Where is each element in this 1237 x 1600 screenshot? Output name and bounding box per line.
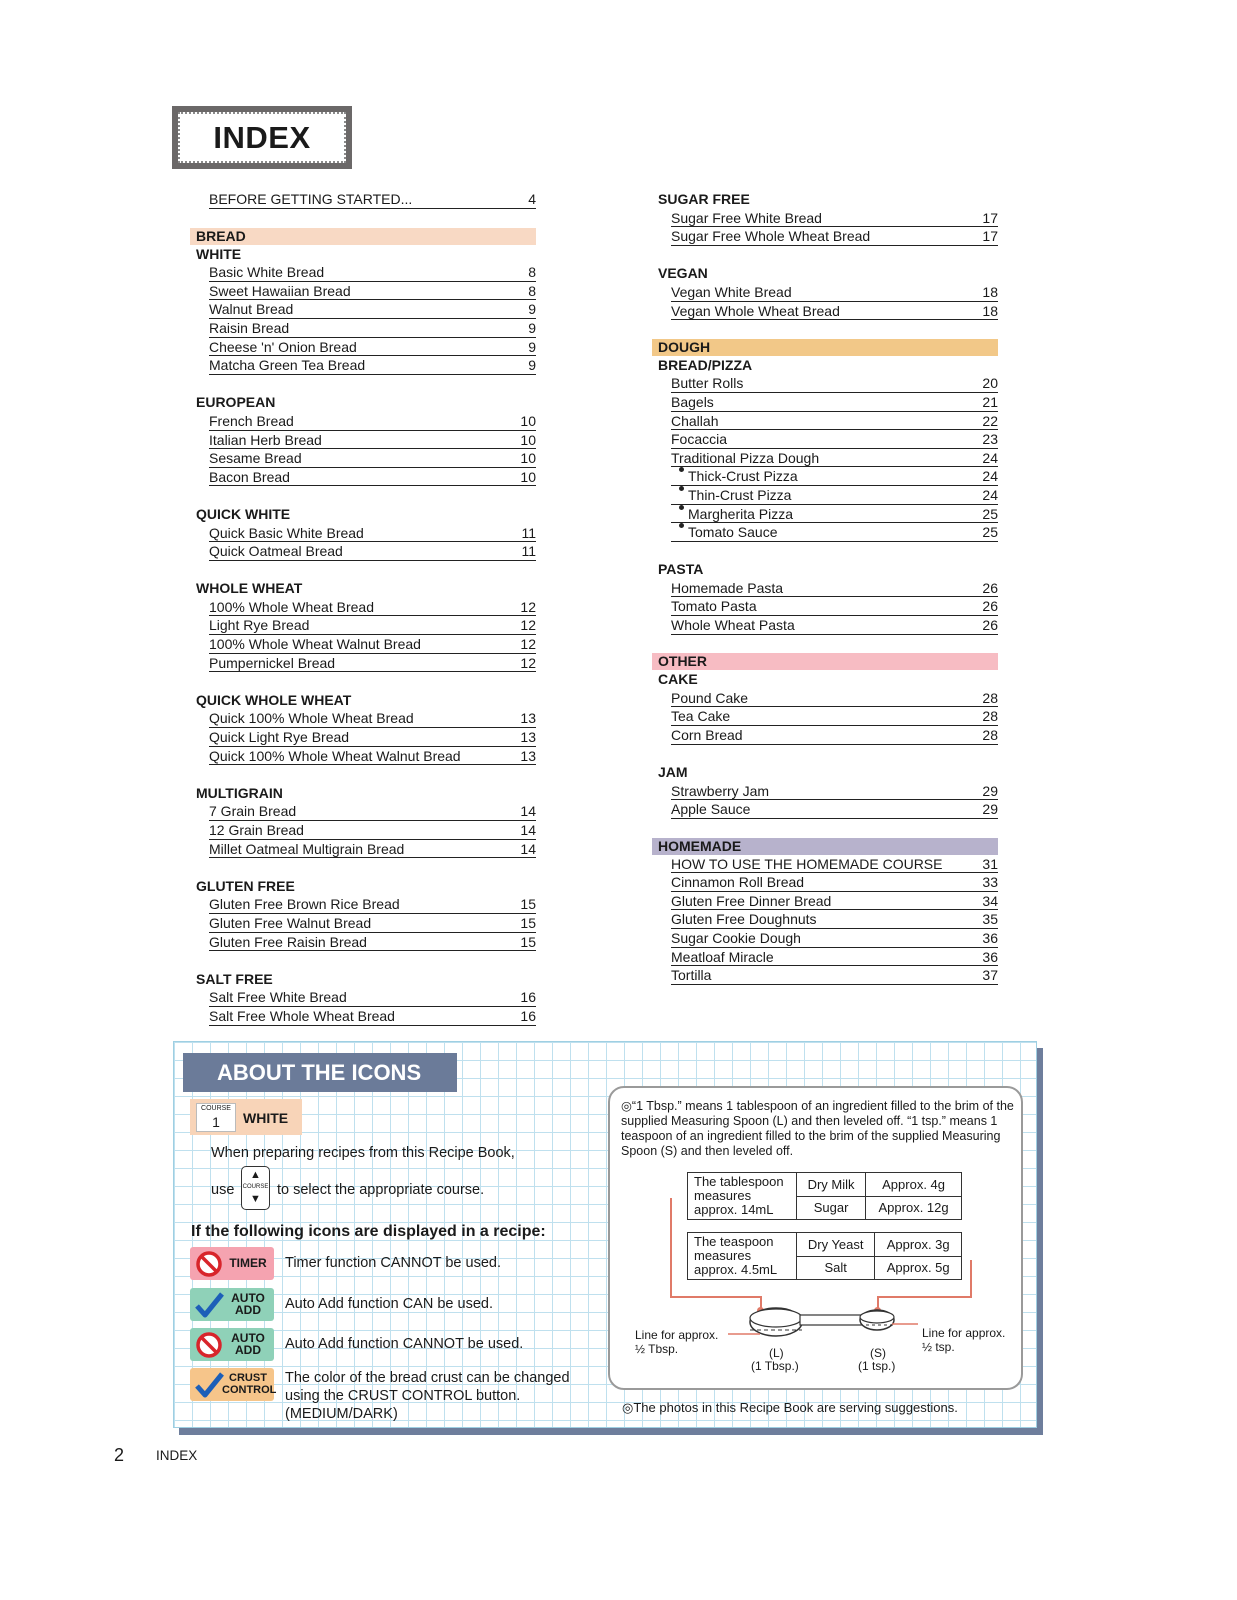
icon-description: Timer function CANNOT be used. bbox=[285, 1255, 501, 1271]
entry-label: Vegan Whole Wheat Bread bbox=[671, 302, 840, 319]
entry-label: Pound Cake bbox=[671, 689, 749, 706]
spacer bbox=[652, 542, 998, 561]
about-use: use bbox=[211, 1182, 235, 1198]
entry-page: 14 bbox=[520, 840, 536, 857]
entry-page: 13 bbox=[520, 710, 536, 727]
entry-label: Whole Wheat Pasta bbox=[671, 617, 795, 634]
entry-page: 23 bbox=[982, 431, 998, 448]
spacer bbox=[190, 561, 536, 580]
about-line2: to select the appropriate course. bbox=[277, 1182, 485, 1198]
index-entry[interactable] bbox=[209, 524, 536, 543]
entry-label: Quick 100% Whole Wheat Bread bbox=[209, 710, 414, 727]
entry-label: Thin-Crust Pizza bbox=[688, 486, 792, 503]
entry-label: Sugar Free White Bread bbox=[671, 209, 822, 226]
index-entry[interactable] bbox=[209, 282, 536, 301]
subsection-heading: WHOLE WHEAT bbox=[196, 580, 303, 597]
entry-label: Cheese 'n' Onion Bread bbox=[209, 338, 357, 355]
entry-page: 12 bbox=[520, 654, 536, 671]
index-entry[interactable] bbox=[209, 840, 536, 859]
entry-page: 11 bbox=[521, 524, 536, 541]
index-entry[interactable] bbox=[671, 227, 998, 246]
photo-note: ◎The photos in this Recipe Book are serving suggestions. bbox=[622, 1400, 958, 1415]
index-entry[interactable] bbox=[209, 709, 536, 728]
index-entry[interactable] bbox=[671, 393, 998, 412]
entry-page: 29 bbox=[982, 801, 998, 818]
entry-page: 22 bbox=[982, 412, 998, 429]
index-entry[interactable] bbox=[209, 412, 536, 431]
measuring-spoon-icon bbox=[720, 1300, 920, 1350]
entry-page: 10 bbox=[520, 468, 536, 485]
footer-label: INDEX bbox=[156, 1448, 198, 1463]
index-entry[interactable] bbox=[671, 597, 998, 616]
index-entry[interactable] bbox=[671, 302, 998, 321]
entry-label: Tomato Sauce bbox=[688, 524, 778, 541]
entry-page: 8 bbox=[528, 282, 536, 299]
entry-label: Matcha Green Tea Bread bbox=[209, 357, 366, 374]
course-small-label: COURSE bbox=[201, 1105, 231, 1112]
spacer bbox=[190, 375, 536, 394]
index-entry[interactable] bbox=[209, 616, 536, 635]
entry-page: 11 bbox=[521, 543, 536, 560]
entry-label: Butter Rolls bbox=[671, 375, 744, 392]
entry-page: 28 bbox=[982, 727, 998, 744]
entry-label: 100% Whole Wheat Bread bbox=[209, 598, 374, 615]
entry-page: 9 bbox=[528, 338, 536, 355]
entry-page: 9 bbox=[528, 357, 536, 374]
entry-label: Corn Bread bbox=[671, 727, 743, 744]
entry-label: Tomato Pasta bbox=[671, 598, 757, 615]
index-entry[interactable] bbox=[671, 966, 998, 985]
entry-label: Gluten Free Walnut Bread bbox=[209, 914, 372, 931]
icon-badge-label: AUTO ADD bbox=[231, 1331, 265, 1357]
entry-page: 25 bbox=[982, 524, 998, 541]
tsp-weight: Approx. 5g bbox=[875, 1256, 962, 1280]
index-entry[interactable] bbox=[209, 635, 536, 654]
icon-badge-label: CRUST CONTROL bbox=[222, 1372, 277, 1396]
entry-label: Sesame Bread bbox=[209, 450, 302, 467]
index-entry[interactable] bbox=[671, 707, 998, 726]
entry-label: Quick Oatmeal Bread bbox=[209, 543, 343, 560]
entry-label: Basic White Bread bbox=[209, 264, 325, 281]
spacer bbox=[190, 672, 536, 691]
entry-page: 14 bbox=[520, 822, 536, 838]
index-entry[interactable] bbox=[671, 579, 998, 598]
entry-page: 16 bbox=[520, 1007, 536, 1024]
spacer bbox=[190, 858, 536, 877]
entry-page: 9 bbox=[528, 319, 536, 336]
entry-label: Walnut Bread bbox=[209, 301, 294, 318]
small-spoon-label: (S) bbox=[870, 1346, 886, 1360]
entry-page: 10 bbox=[520, 412, 536, 429]
spacer bbox=[190, 951, 536, 970]
teaspoon-desc: The teaspoon measures approx. 4.5mL bbox=[688, 1233, 797, 1280]
index-left-column bbox=[190, 190, 536, 1026]
tsp-item: Salt bbox=[797, 1256, 875, 1280]
entry-page: 15 bbox=[520, 933, 536, 950]
subsection-heading: QUICK WHITE bbox=[196, 505, 291, 522]
course-button-label: COURSE bbox=[242, 1184, 269, 1190]
index-entry[interactable] bbox=[209, 356, 536, 375]
icon-badge-auto-add bbox=[190, 1288, 274, 1321]
entry-page: 29 bbox=[982, 782, 998, 799]
spacer bbox=[190, 765, 536, 784]
entry-page: 18 bbox=[982, 302, 998, 319]
entry-label: Tortilla bbox=[671, 967, 712, 984]
icons-intro-heading: If the following icons are displayed in a recipe: bbox=[191, 1223, 546, 1240]
entry-page: 17 bbox=[982, 228, 998, 245]
index-entry[interactable] bbox=[209, 933, 536, 952]
tsp-weight: Approx. 3g bbox=[875, 1233, 962, 1257]
entry-page: 21 bbox=[982, 393, 998, 410]
index-right-column bbox=[652, 190, 998, 985]
index-entry[interactable] bbox=[209, 300, 536, 319]
entry-label: HOW TO USE THE HOMEMADE COURSE bbox=[671, 855, 943, 872]
entry-label: Strawberry Jam bbox=[671, 782, 770, 799]
index-entry[interactable] bbox=[671, 782, 998, 801]
entry-label: 12 Grain Bread bbox=[209, 822, 304, 838]
index-entry[interactable] bbox=[209, 468, 536, 487]
entry-page: 9 bbox=[528, 301, 536, 318]
entry-label: Millet Oatmeal Multigrain Bread bbox=[209, 840, 405, 857]
small-spoon-sub: (1 tsp.) bbox=[858, 1359, 896, 1373]
subsection-heading: QUICK WHOLE WHEAT bbox=[196, 691, 352, 708]
index-entry[interactable] bbox=[671, 910, 998, 929]
entry-page: 8 bbox=[528, 264, 536, 281]
entry-label: Sugar Free Whole Wheat Bread bbox=[671, 228, 871, 245]
entry-label: Focaccia bbox=[671, 431, 728, 448]
index-entry[interactable] bbox=[209, 319, 536, 338]
entry-label: Homemade Pasta bbox=[671, 579, 784, 596]
entry-page: 26 bbox=[982, 617, 998, 634]
index-entry[interactable] bbox=[209, 988, 536, 1007]
index-entry[interactable] bbox=[209, 895, 536, 914]
section-header-bread: BREAD bbox=[190, 228, 536, 245]
entry-page: 16 bbox=[520, 989, 536, 1006]
entry-label: Meatloaf Miracle bbox=[671, 948, 774, 965]
entry-page: 24 bbox=[982, 449, 998, 466]
index-entry[interactable] bbox=[671, 689, 998, 708]
index-entry[interactable] bbox=[209, 542, 536, 561]
entry-page: 15 bbox=[520, 896, 536, 913]
index-entry[interactable] bbox=[209, 821, 536, 840]
entry-page: 24 bbox=[982, 468, 998, 485]
subsection-heading: MULTIGRAIN bbox=[196, 784, 283, 801]
index-entry[interactable] bbox=[671, 616, 998, 635]
half-tbsp-line-label: Line for approx. ½ Tbsp. bbox=[635, 1328, 719, 1356]
subsection-heading: SUGAR FREE bbox=[658, 191, 750, 207]
index-entry[interactable] bbox=[671, 412, 998, 431]
course-number-icon bbox=[196, 1103, 236, 1132]
checkmark-icon bbox=[194, 1370, 224, 1400]
right-index-list bbox=[652, 190, 998, 985]
entry-label: 100% Whole Wheat Walnut Bread bbox=[209, 636, 421, 653]
spacer bbox=[190, 486, 536, 505]
icon-badge-timer bbox=[190, 1247, 274, 1280]
icon-description: Auto Add function CANNOT be used. bbox=[285, 1336, 524, 1352]
subsection-heading: PASTA bbox=[658, 561, 704, 578]
tbsp-item: Dry Milk bbox=[797, 1173, 866, 1197]
subsection-heading: BREAD/PIZZA bbox=[658, 356, 753, 373]
bullet-icon bbox=[679, 505, 684, 510]
index-entry[interactable] bbox=[209, 654, 536, 673]
spacer bbox=[652, 819, 998, 838]
left-index-list bbox=[190, 228, 536, 1026]
entry-label: Apple Sauce bbox=[671, 801, 751, 818]
entry-label: Bacon Bread bbox=[209, 468, 290, 485]
course-number: 1 bbox=[212, 1114, 220, 1130]
index-title-frame bbox=[172, 106, 352, 169]
icon-badge-label: TIMER bbox=[229, 1256, 267, 1270]
tablespoon-table bbox=[687, 1172, 962, 1220]
index-entry[interactable] bbox=[671, 486, 998, 505]
entry-page: 10 bbox=[520, 431, 536, 448]
connector-line bbox=[970, 1260, 972, 1298]
about-icons-heading: ABOUT THE ICONS bbox=[183, 1053, 457, 1092]
index-entry[interactable] bbox=[209, 1007, 536, 1026]
entry-page: 25 bbox=[982, 505, 998, 522]
entry-label: Challah bbox=[671, 412, 719, 429]
entry-label: Vegan White Bread bbox=[671, 283, 792, 300]
spacer bbox=[652, 635, 998, 654]
half-tsp-line-label: Line for approx. ½ tsp. bbox=[922, 1326, 1006, 1354]
tsp-item: Dry Yeast bbox=[797, 1233, 875, 1257]
entry-page: 12 bbox=[520, 617, 536, 634]
entry-page: 33 bbox=[982, 874, 998, 891]
index-entry[interactable] bbox=[671, 449, 998, 468]
index-entry[interactable] bbox=[209, 263, 536, 282]
spoon-note: ◎“1 Tbsp.” means 1 tablespoon of an ingredient filled to the brim of the supplied Measuring Spoon (L) and then leveled off. “1 tsp.” means 1 teaspoon of an ingredient filled to the brim of the supplied Measuring Spoon (S) and then leveled off. bbox=[621, 1099, 1014, 1158]
index-entry[interactable] bbox=[671, 800, 998, 819]
index-entry[interactable] bbox=[671, 929, 998, 948]
index-entry[interactable] bbox=[209, 802, 536, 821]
checkmark-icon bbox=[194, 1290, 224, 1320]
entry-page: 26 bbox=[982, 598, 998, 615]
index-entry[interactable] bbox=[671, 374, 998, 393]
tbsp-weight: Approx. 4g bbox=[866, 1173, 962, 1197]
index-entry[interactable] bbox=[671, 855, 998, 874]
index-entry-before[interactable] bbox=[209, 190, 536, 209]
entry-page: 15 bbox=[520, 914, 536, 931]
entry-page: 13 bbox=[520, 729, 536, 746]
entry-page: 12 bbox=[520, 598, 536, 615]
entry-page: 14 bbox=[520, 803, 536, 820]
entry-label: Sugar Cookie Dough bbox=[671, 929, 801, 946]
bullet-icon bbox=[679, 486, 684, 491]
entry-page: 18 bbox=[982, 283, 998, 300]
tbsp-weight: Approx. 12g bbox=[866, 1196, 962, 1220]
connector-line bbox=[877, 1296, 972, 1298]
icon-badge-label: AUTO ADD bbox=[231, 1291, 265, 1317]
course-button-icon bbox=[241, 1166, 270, 1210]
bullet-icon bbox=[679, 467, 684, 472]
entry-page: 24 bbox=[982, 486, 998, 503]
entry-label: Tea Cake bbox=[671, 708, 731, 725]
index-entry[interactable] bbox=[671, 892, 998, 911]
entry-page: 20 bbox=[982, 375, 998, 392]
connector-line bbox=[670, 1296, 762, 1298]
index-entry[interactable] bbox=[671, 726, 998, 745]
subsection-heading: CAKE bbox=[658, 671, 698, 688]
entry-label: Gluten Free Doughnuts bbox=[671, 911, 817, 928]
spacer bbox=[652, 745, 998, 764]
entry-label: Gluten Free Brown Rice Bread bbox=[209, 896, 400, 913]
entry-label: Quick Light Rye Bread bbox=[209, 729, 350, 746]
index-entry[interactable] bbox=[671, 430, 998, 449]
page-number: 2 bbox=[114, 1445, 125, 1465]
entry-page: 36 bbox=[982, 948, 998, 965]
entry-label: Sweet Hawaiian Bread bbox=[209, 282, 351, 299]
spacer bbox=[652, 320, 998, 339]
bullet-icon bbox=[679, 523, 684, 528]
icon-description: The color of the bread crust can be changed using the CRUST CONTROL button. (MEDIUM/DARK) bbox=[285, 1370, 570, 1422]
index-entry[interactable] bbox=[671, 523, 998, 542]
index-entry[interactable] bbox=[209, 914, 536, 933]
entry-label: Gluten Free Raisin Bread bbox=[209, 933, 367, 950]
index-entry[interactable] bbox=[671, 948, 998, 967]
entry-label: Quick Basic White Bread bbox=[209, 524, 364, 541]
entry-page: 10 bbox=[520, 450, 536, 467]
entry-page: 28 bbox=[982, 708, 998, 725]
section-header-homemade: HOMEMADE bbox=[652, 838, 998, 855]
prohibited-icon bbox=[194, 1249, 224, 1279]
entry-page: 26 bbox=[982, 579, 998, 596]
entry-label: French Bread bbox=[209, 412, 294, 429]
large-spoon-sub: (1 Tbsp.) bbox=[751, 1359, 799, 1373]
spacer bbox=[190, 209, 536, 228]
subsection-heading: SALT FREE bbox=[196, 970, 273, 987]
subsection-heading: EUROPEAN bbox=[196, 394, 276, 411]
index-entry[interactable] bbox=[671, 873, 998, 892]
index-entry[interactable] bbox=[209, 747, 536, 766]
entry-label: Traditional Pizza Dough bbox=[671, 449, 820, 466]
entry-page: 4 bbox=[528, 191, 536, 207]
index-entry[interactable] bbox=[209, 449, 536, 468]
teaspoon-table bbox=[687, 1232, 962, 1280]
subsection-heading: VEGAN bbox=[658, 265, 708, 282]
entry-label: Light Rye Bread bbox=[209, 617, 310, 634]
arrow-down-icon: ▼ bbox=[250, 1193, 261, 1205]
arrow-up-icon: ▲ bbox=[250, 1169, 261, 1181]
subsection-heading: GLUTEN FREE bbox=[196, 877, 295, 894]
entry-page: 34 bbox=[982, 892, 998, 909]
connector-line bbox=[670, 1198, 672, 1298]
entry-page: 31 bbox=[982, 855, 998, 872]
index-entry[interactable] bbox=[671, 505, 998, 524]
entry-page: 17 bbox=[982, 209, 998, 226]
entry-page: 28 bbox=[982, 689, 998, 706]
entry-page: 37 bbox=[982, 967, 998, 984]
entry-label: Italian Herb Bread bbox=[209, 431, 322, 448]
index-entry[interactable] bbox=[209, 338, 536, 357]
index-entry[interactable] bbox=[671, 209, 998, 228]
tablespoon-desc: The tablespoon measures approx. 14mL bbox=[688, 1173, 797, 1220]
index-entry[interactable] bbox=[671, 283, 998, 302]
icon-badge-crust-control bbox=[190, 1368, 277, 1401]
index-entry[interactable] bbox=[209, 431, 536, 450]
subsection-heading: JAM bbox=[658, 764, 688, 781]
entry-page: 36 bbox=[982, 929, 998, 946]
large-spoon-label: (L) bbox=[769, 1346, 784, 1360]
index-entry[interactable] bbox=[671, 467, 998, 486]
entry-label: Gluten Free Dinner Bread bbox=[671, 892, 832, 909]
section-header-other: OTHER bbox=[652, 653, 998, 670]
icon-description: Auto Add function CAN be used. bbox=[285, 1296, 493, 1312]
icon-badge-auto-add bbox=[190, 1328, 274, 1361]
entry-label: Salt Free Whole Wheat Bread bbox=[209, 1007, 395, 1024]
about-line1: When preparing recipes from this Recipe Book, bbox=[211, 1145, 515, 1161]
section-header-dough: DOUGH bbox=[652, 339, 998, 356]
course-label: WHITE bbox=[243, 1110, 289, 1126]
entry-label: BEFORE GETTING STARTED... bbox=[209, 191, 413, 207]
entry-label: Pumpernickel Bread bbox=[209, 654, 336, 671]
entry-page: 35 bbox=[982, 911, 998, 928]
entry-label: Raisin Bread bbox=[209, 319, 290, 336]
entry-label: Margherita Pizza bbox=[688, 505, 794, 522]
subsection-heading: WHITE bbox=[196, 245, 242, 262]
page-title: INDEX bbox=[213, 119, 311, 155]
index-entry[interactable] bbox=[209, 598, 536, 617]
entry-page: 12 bbox=[520, 636, 536, 653]
entry-page: 13 bbox=[520, 747, 536, 764]
entry-label: 7 Grain Bread bbox=[209, 803, 297, 820]
entry-label: Quick 100% Whole Wheat Walnut Bread bbox=[209, 747, 461, 764]
prohibited-icon bbox=[194, 1330, 224, 1360]
index-entry[interactable] bbox=[209, 728, 536, 747]
index-title-inner bbox=[178, 112, 346, 163]
spacer bbox=[652, 246, 998, 265]
entry-label: Thick-Crust Pizza bbox=[688, 468, 798, 485]
entry-label: Salt Free White Bread bbox=[209, 989, 347, 1006]
entry-label: Cinnamon Roll Bread bbox=[671, 874, 805, 891]
entry-label: Bagels bbox=[671, 393, 714, 410]
tbsp-item: Sugar bbox=[797, 1196, 866, 1220]
